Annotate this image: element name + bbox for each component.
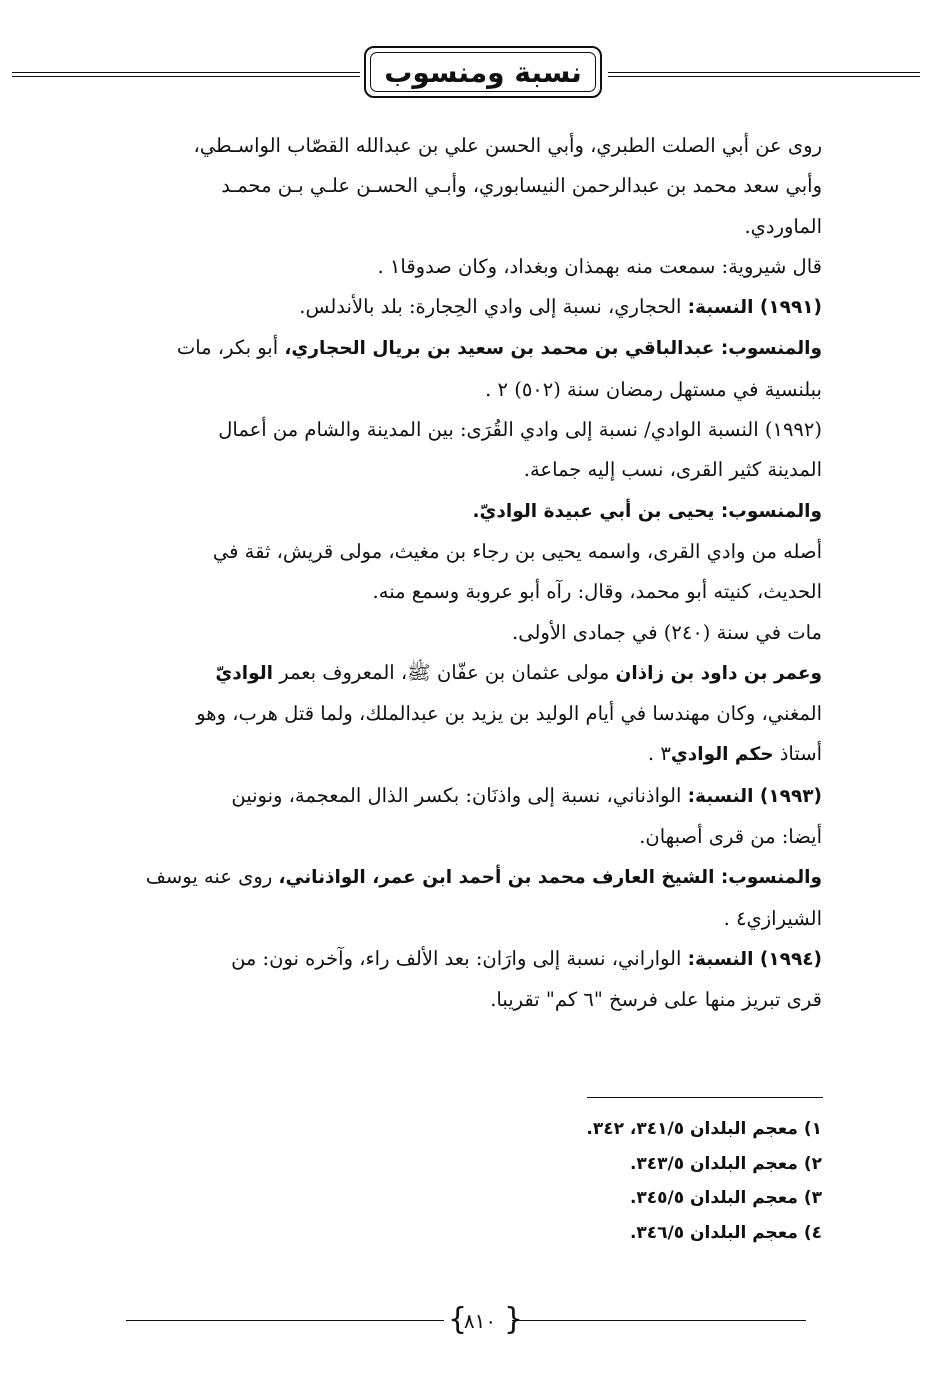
- bold-segment: الواديّ: [215, 662, 273, 684]
- text-segment: أيضا: من قرى أصبهان.: [639, 825, 822, 849]
- footer-rule-left: [126, 1320, 444, 1321]
- text-line: [138, 980, 822, 1020]
- text-line: [138, 247, 822, 287]
- header-rule-right: [608, 72, 920, 77]
- bold-segment: والمنسوب: عبدالباقي بن محمد بن سعيد بن بريال الحجاري،: [284, 338, 822, 360]
- footnote: ٣) معجم البلدان ٣٤٥/٥.: [629, 1188, 822, 1208]
- text-line: [138, 370, 822, 410]
- text-segment: قرى تبريز منها على فرسخ "٦ كم" تقريبا.: [490, 988, 822, 1012]
- footer-bracket-right: }: [504, 1302, 524, 1337]
- footnotes: [422, 1112, 822, 1250]
- header-title-box: [364, 46, 602, 98]
- page-footer: [126, 1302, 806, 1337]
- text-segment: وأبي سعد محمد بن عبدالرحمن النيسابوري، وأبـي الحسـن علـي بـن محمـد: [221, 174, 822, 198]
- page-header: [12, 44, 920, 104]
- text-segment: الحديث، كنيته أبو محمد، وقال: رآه أبو عروبة وسمع منه.: [372, 580, 822, 604]
- page-title: نسبة ومنسوب: [384, 55, 582, 89]
- footnote: ٢) معجم البلدان ٣٤٣/٥.: [629, 1153, 822, 1174]
- bold-segment: (١٩٩٣) النسبة:: [687, 785, 822, 807]
- text-line: [138, 450, 822, 490]
- text-line: [138, 613, 822, 653]
- text-line: [138, 857, 822, 898]
- text-segment: الحجاري، نسبة إلى وادي الحِجارة: بلد بالأندلس.: [299, 295, 688, 319]
- page-number: ٨١٠: [463, 1309, 497, 1333]
- text-line: [138, 491, 822, 532]
- text-line: [138, 939, 822, 980]
- text-segment: المغني، وكان مهندسا في أيام الوليد بن يزيد بن عبدالملك، ولما قتل هرب، وهو: [196, 702, 822, 726]
- footnote: ١) معجم البلدان ٣٤١/٥، ٣٤٢.: [586, 1119, 822, 1139]
- text-segment: ٣ .: [647, 742, 671, 766]
- text-segment: أستاذ: [773, 742, 822, 766]
- footnote-separator: [587, 1097, 823, 1098]
- text-segment: ببلنسية في مستهل رمضان سنة (٥٠٢) ٢ .: [485, 377, 822, 401]
- bold-segment: والمنسوب: يحيى بن أبي عبيدة الواديّ.: [472, 500, 822, 522]
- bold-segment: حكم الوادي: [670, 744, 774, 766]
- text-line: [138, 572, 822, 612]
- footnote: ٤) معجم البلدان ٣٤٦/٥.: [629, 1222, 822, 1243]
- text-segment: الواراني، نسبة إلى وارَان: بعد الألف راء، وآخره نون: من: [231, 946, 688, 970]
- bold-segment: (١٩٩٤) النسبة:: [687, 948, 822, 970]
- text-line: [138, 817, 822, 857]
- text-line: [138, 328, 822, 369]
- bold-segment: وعمر بن داود بن زاذان: [615, 662, 822, 684]
- text-segment: (١٩٩٢) النسبة الوادي/ نسبة إلى وادي القُرَى: بين المدينة والشام من أعمال: [218, 418, 822, 442]
- text-segment: روى عن أبي الصلت الطبري، وأبي الحسن علي بن عبدالله القصّاب الواسـطي،: [193, 134, 822, 157]
- text-line: [138, 532, 822, 572]
- text-segment: أبو بكر، مات: [176, 336, 285, 360]
- bold-segment: والمنسوب: الشيخ العارف محمد بن أحمد ابن عمر، الواذناني،: [278, 867, 822, 889]
- footer-rule-right: [512, 1320, 806, 1321]
- text-segment: مولى عثمان بن عفّان ﷺ، المعروف بعمر: [273, 660, 616, 684]
- text-segment: الماوردي.: [744, 214, 822, 238]
- text-segment: المدينة كثير القرى، نسب إليه جماعة.: [523, 458, 822, 482]
- text-line: [138, 287, 822, 328]
- text-line: [138, 776, 822, 817]
- text-line: [138, 207, 822, 247]
- text-segment: مات في سنة (٢٤٠) في جمادى الأولى.: [512, 620, 822, 644]
- text-line: [138, 166, 822, 206]
- text-segment: قال شيروية: سمعت منه بهمذان وبغداد، وكان صدوقا١ .: [377, 254, 822, 278]
- footer-bracket-left: {: [448, 1302, 468, 1337]
- text-segment: الواذناني، نسبة إلى واذنَان: بكسر الذال المعجمة، ونونين: [231, 783, 688, 807]
- text-segment: الشيرازي٤ .: [723, 906, 822, 930]
- text-line: [138, 899, 822, 939]
- bold-segment: (١٩٩١) النسبة:: [687, 297, 822, 319]
- text-line: [138, 410, 822, 450]
- header-rule-left: [12, 72, 360, 77]
- text-segment: أصله من وادي القرى، واسمه يحيى بن رجاء بن مغيث، مولى قريش، ثقة في: [212, 539, 822, 563]
- text-segment: روى عنه يوسف: [145, 865, 279, 889]
- text-line: [138, 653, 822, 694]
- text-line: [138, 734, 822, 775]
- main-text: [138, 126, 822, 1021]
- text-line: [138, 694, 822, 734]
- text-line: [138, 126, 822, 166]
